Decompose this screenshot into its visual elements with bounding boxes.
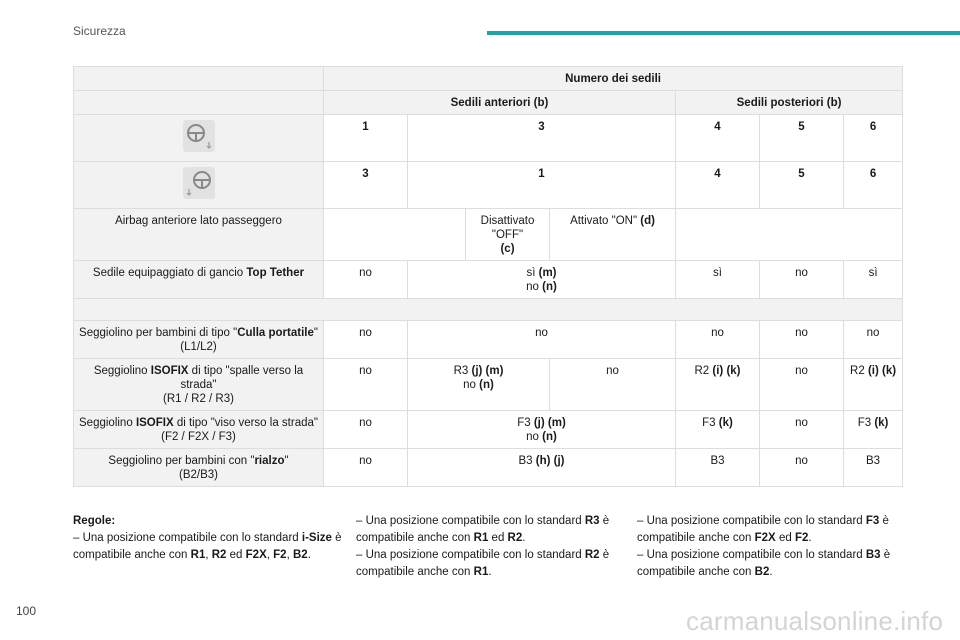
table-row xyxy=(74,209,903,261)
seat-cell: 3 xyxy=(324,162,408,209)
seat-cell: 5 xyxy=(760,115,844,162)
table-row: Seggiolino per bambini di tipo "Culla portatile" (L1/L2) no no no no no xyxy=(74,321,903,359)
seat-cell: 6 xyxy=(844,162,903,209)
table-row xyxy=(74,115,903,162)
section-title: Sicurezza xyxy=(73,24,126,38)
rear-seats-header: Sedili posteriori (b) xyxy=(676,91,903,115)
airbag-off-cell: Disattivato "OFF" (c) xyxy=(466,209,550,261)
table-row xyxy=(74,162,903,209)
table-row: Seggiolino ISOFIX di tipo "spalle verso la strada" (R1 / R2 / R3) no R3 (j) (m) no (n) no R2 (i) (k) no R2 (i) (k) xyxy=(74,359,903,411)
seat-cell: 5 xyxy=(760,162,844,209)
seat-cell: 1 xyxy=(408,162,676,209)
rules-column-2: – Una posizione compatibile con lo standard R3 è compatibile anche con R1 ed R2. – Una posizione compatibile con lo standard R2 è compatibile anche con R1. xyxy=(356,515,610,578)
isofix-front-label: Seggiolino ISOFIX di tipo "viso verso la strada" (F2 / F2X / F3) xyxy=(74,411,324,449)
tether-label: Sedile equipaggiato di gancio Top Tether xyxy=(74,261,324,299)
isofix-back-label: Seggiolino ISOFIX di tipo "spalle verso la strada" (R1 / R2 / R3) xyxy=(74,359,324,411)
seat-cell: 4 xyxy=(676,162,760,209)
table-row: Seggiolino per bambini con "rialzo" (B2/B3) no B3 (h) (j) B3 no B3 xyxy=(74,449,903,487)
rialzo-label: Seggiolino per bambini con "rialzo" (B2/B3) xyxy=(74,449,324,487)
blank-header-cell xyxy=(74,67,324,91)
steering-wheel-left-icon xyxy=(183,167,215,199)
airbag-label: Airbag anteriore lato passeggero xyxy=(74,209,324,261)
seat-cell: 3 xyxy=(408,115,676,162)
table-row: Sedile equipaggiato di gancio Top Tether no sì (m) no (n) sì no sì xyxy=(74,261,903,299)
table-row: Seggiolino ISOFIX di tipo "viso verso la strada" (F2 / F2X / F3) no F3 (j) (m) no (n) F3 (k) no F3 (k) xyxy=(74,411,903,449)
rules-column-1: Regole: – Una posizione compatibile con lo standard i-Size è compatibile anche con R1, R2 ed F2X, F2, B2. xyxy=(73,515,342,561)
seat-compatibility-table xyxy=(73,66,903,487)
rules-title: Regole: xyxy=(73,515,116,527)
header-accent-bar xyxy=(487,31,960,35)
steering-wheel-right-icon xyxy=(183,120,215,152)
table-header-row xyxy=(74,67,903,91)
seat-cell: 4 xyxy=(676,115,760,162)
seat-cell: 1 xyxy=(324,115,408,162)
spacer-row xyxy=(74,299,903,321)
watermark: carmanualsonline.info xyxy=(686,606,944,636)
seat-cell: 6 xyxy=(844,115,903,162)
culla-label: Seggiolino per bambini di tipo "Culla portatile" (L1/L2) xyxy=(74,321,324,359)
airbag-on-cell: Attivato "ON" (d) xyxy=(550,209,676,261)
seat-number-header: Numero dei sedili xyxy=(324,67,903,91)
front-seats-header: Sedili anteriori (b) xyxy=(324,91,676,115)
rules-column-3: – Una posizione compatibile con lo standard F3 è compatibile anche con F2X ed F2. – Una posizione compatibile con lo standard B3 è compatibile anche con B2. xyxy=(637,515,891,578)
table-subheader-row xyxy=(74,91,903,115)
page-number: 100 xyxy=(16,604,37,618)
